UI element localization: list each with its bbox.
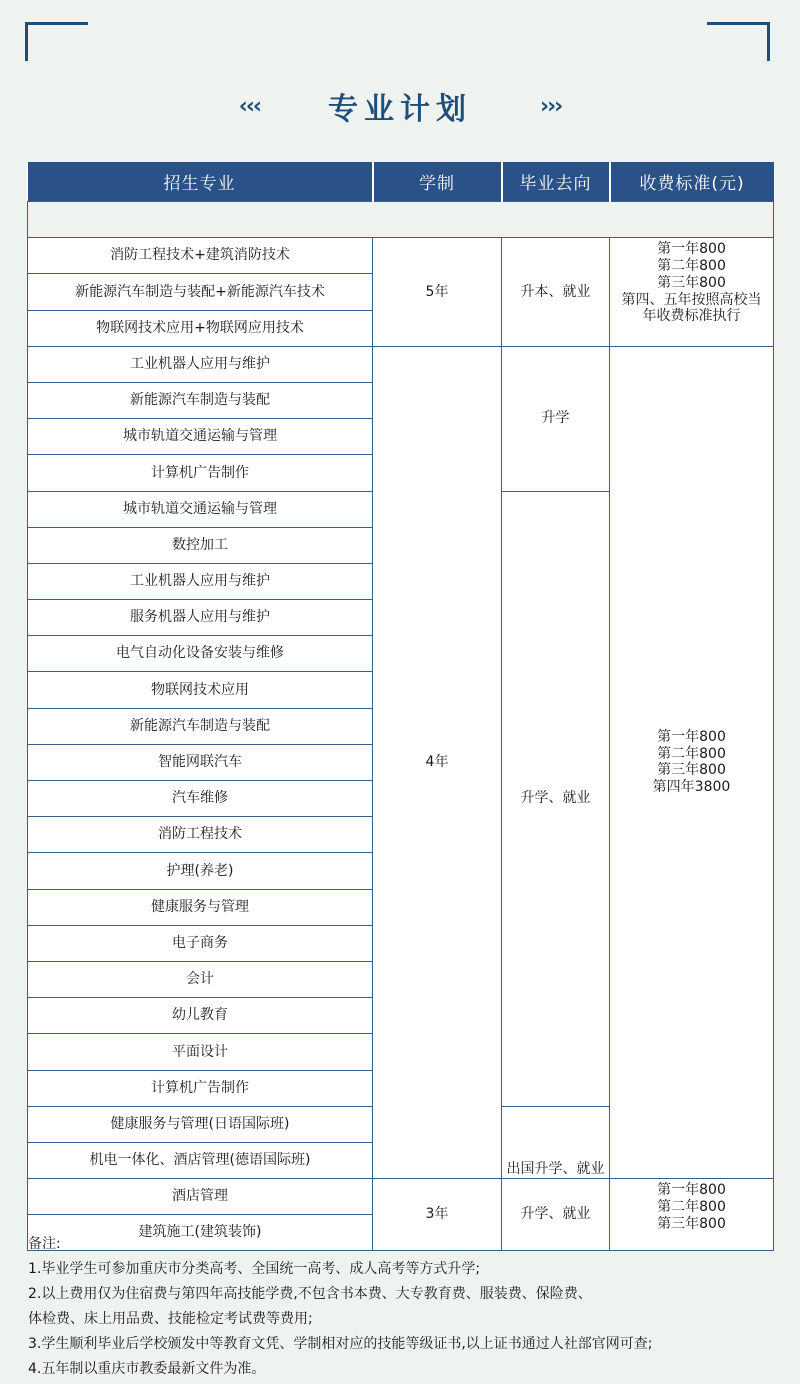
corner-frame-top-left (25, 22, 88, 61)
major-cell: 会计 (28, 961, 373, 997)
major-cell: 新能源汽车制造与装配+新能源汽车技术 (28, 274, 373, 310)
page-title-row (0, 82, 800, 130)
major-cell: 平面设计 (28, 1034, 373, 1070)
major-cell: 机电一体化、酒店管理(德语国际班) (28, 1142, 373, 1178)
fee-line: 第四、五年按照高校当 (621, 291, 762, 308)
fee-line: 第一年800 (657, 1182, 726, 1199)
fee-line: 第三年800 (657, 1215, 726, 1232)
header-major: 招生专业 (28, 162, 373, 202)
major-cell: 计算机广告制作 (28, 455, 373, 491)
destination-cell: 升本、就业 (502, 238, 610, 347)
table-header-row (28, 162, 774, 202)
duration-cell: 3年 (373, 1179, 502, 1251)
major-cell: 电气自动化设备安装与维修 (28, 636, 373, 672)
major-cell: 健康服务与管理(日语国际班) (28, 1106, 373, 1142)
major-cell: 城市轨道交通运输与管理 (28, 491, 373, 527)
fee-line: 第三年800 (657, 762, 726, 779)
major-cell: 智能网联汽车 (28, 744, 373, 780)
fee-line: 第四年3800 (652, 779, 731, 796)
fee-line: 第二年800 (657, 1198, 726, 1215)
major-cell: 健康服务与管理 (28, 889, 373, 925)
major-cell: 新能源汽车制造与装配 (28, 708, 373, 744)
note-line: 体检费、床上用品费、技能检定考试费等费用; (28, 1311, 313, 1327)
major-cell: 物联网技术应用+物联网应用技术 (28, 310, 373, 346)
major-cell: 数控加工 (28, 527, 373, 563)
header-destination: 毕业去向 (502, 162, 610, 202)
note-line: 3.学生顺利毕业后学校颁发中等教育文凭、学制相对应的技能等级证书,以上证书通过人社部官网可查; (28, 1336, 653, 1352)
fee-line: 第二年800 (657, 257, 726, 274)
fee-line: 第二年800 (657, 745, 726, 762)
page-title: 专业计划 (328, 92, 472, 127)
major-cell: 汽车维修 (28, 781, 373, 817)
major-cell: 电子商务 (28, 925, 373, 961)
notes (28, 1232, 773, 1382)
major-cell: 工业机器人应用与维护 (28, 346, 373, 382)
note-line: 1.毕业学生可参加重庆市分类高考、全国统一高考、成人高考等方式升学; (28, 1261, 481, 1277)
duration-cell: 4年 (373, 346, 502, 1178)
destination-cell: 升学、就业 (502, 1179, 610, 1251)
header-fee: 收费标准(元) (610, 162, 774, 202)
duration-cell: 5年 (373, 238, 502, 347)
destination-cell: 出国升学、就业 (502, 1106, 610, 1178)
right-chevrons-icon: ››› (540, 93, 562, 119)
major-cell: 城市轨道交通运输与管理 (28, 419, 373, 455)
major-cell: 服务机器人应用与维护 (28, 600, 373, 636)
major-cell: 计算机广告制作 (28, 1070, 373, 1106)
major-cell: 物联网技术应用 (28, 672, 373, 708)
major-cell: 消防工程技术+建筑消防技术 (28, 238, 373, 274)
fee-line: 第三年800 (657, 274, 726, 291)
major-cell: 护理(养老) (28, 853, 373, 889)
fee-line: 年收费标准执行 (642, 308, 741, 325)
major-plan-table (27, 162, 774, 1251)
fee-line: 第一年800 (657, 241, 726, 258)
left-chevrons-icon: ‹‹‹ (238, 93, 260, 119)
destination-cell: 升学、就业 (502, 491, 610, 1106)
fee-cell (610, 346, 774, 1178)
major-cell: 新能源汽车制造与装配 (28, 382, 373, 418)
major-cell: 建筑施工(建筑装饰) (28, 1215, 373, 1251)
table-row (28, 1179, 774, 1215)
fee-cell (610, 238, 774, 347)
note-line: 2.以上费用仅为住宿费与第四年高技能学费,不包含书本费、大专教育费、服装费、保险费、 (28, 1286, 592, 1302)
notes-heading: 备注: (28, 1236, 61, 1252)
major-cell: 幼儿教育 (28, 998, 373, 1034)
major-cell: 工业机器人应用与维护 (28, 563, 373, 599)
major-cell: 消防工程技术 (28, 817, 373, 853)
table-row (28, 238, 774, 274)
table-row (28, 346, 774, 382)
corner-frame-top-right (707, 22, 770, 61)
header-gap (28, 202, 774, 238)
fee-line: 第一年800 (657, 728, 726, 745)
major-cell: 酒店管理 (28, 1179, 373, 1215)
header-duration: 学制 (373, 162, 502, 202)
destination-cell: 升学 (502, 346, 610, 491)
table-body (28, 238, 774, 1251)
note-line: 4.五年制以重庆市教委最新文件为准。 (28, 1361, 266, 1377)
